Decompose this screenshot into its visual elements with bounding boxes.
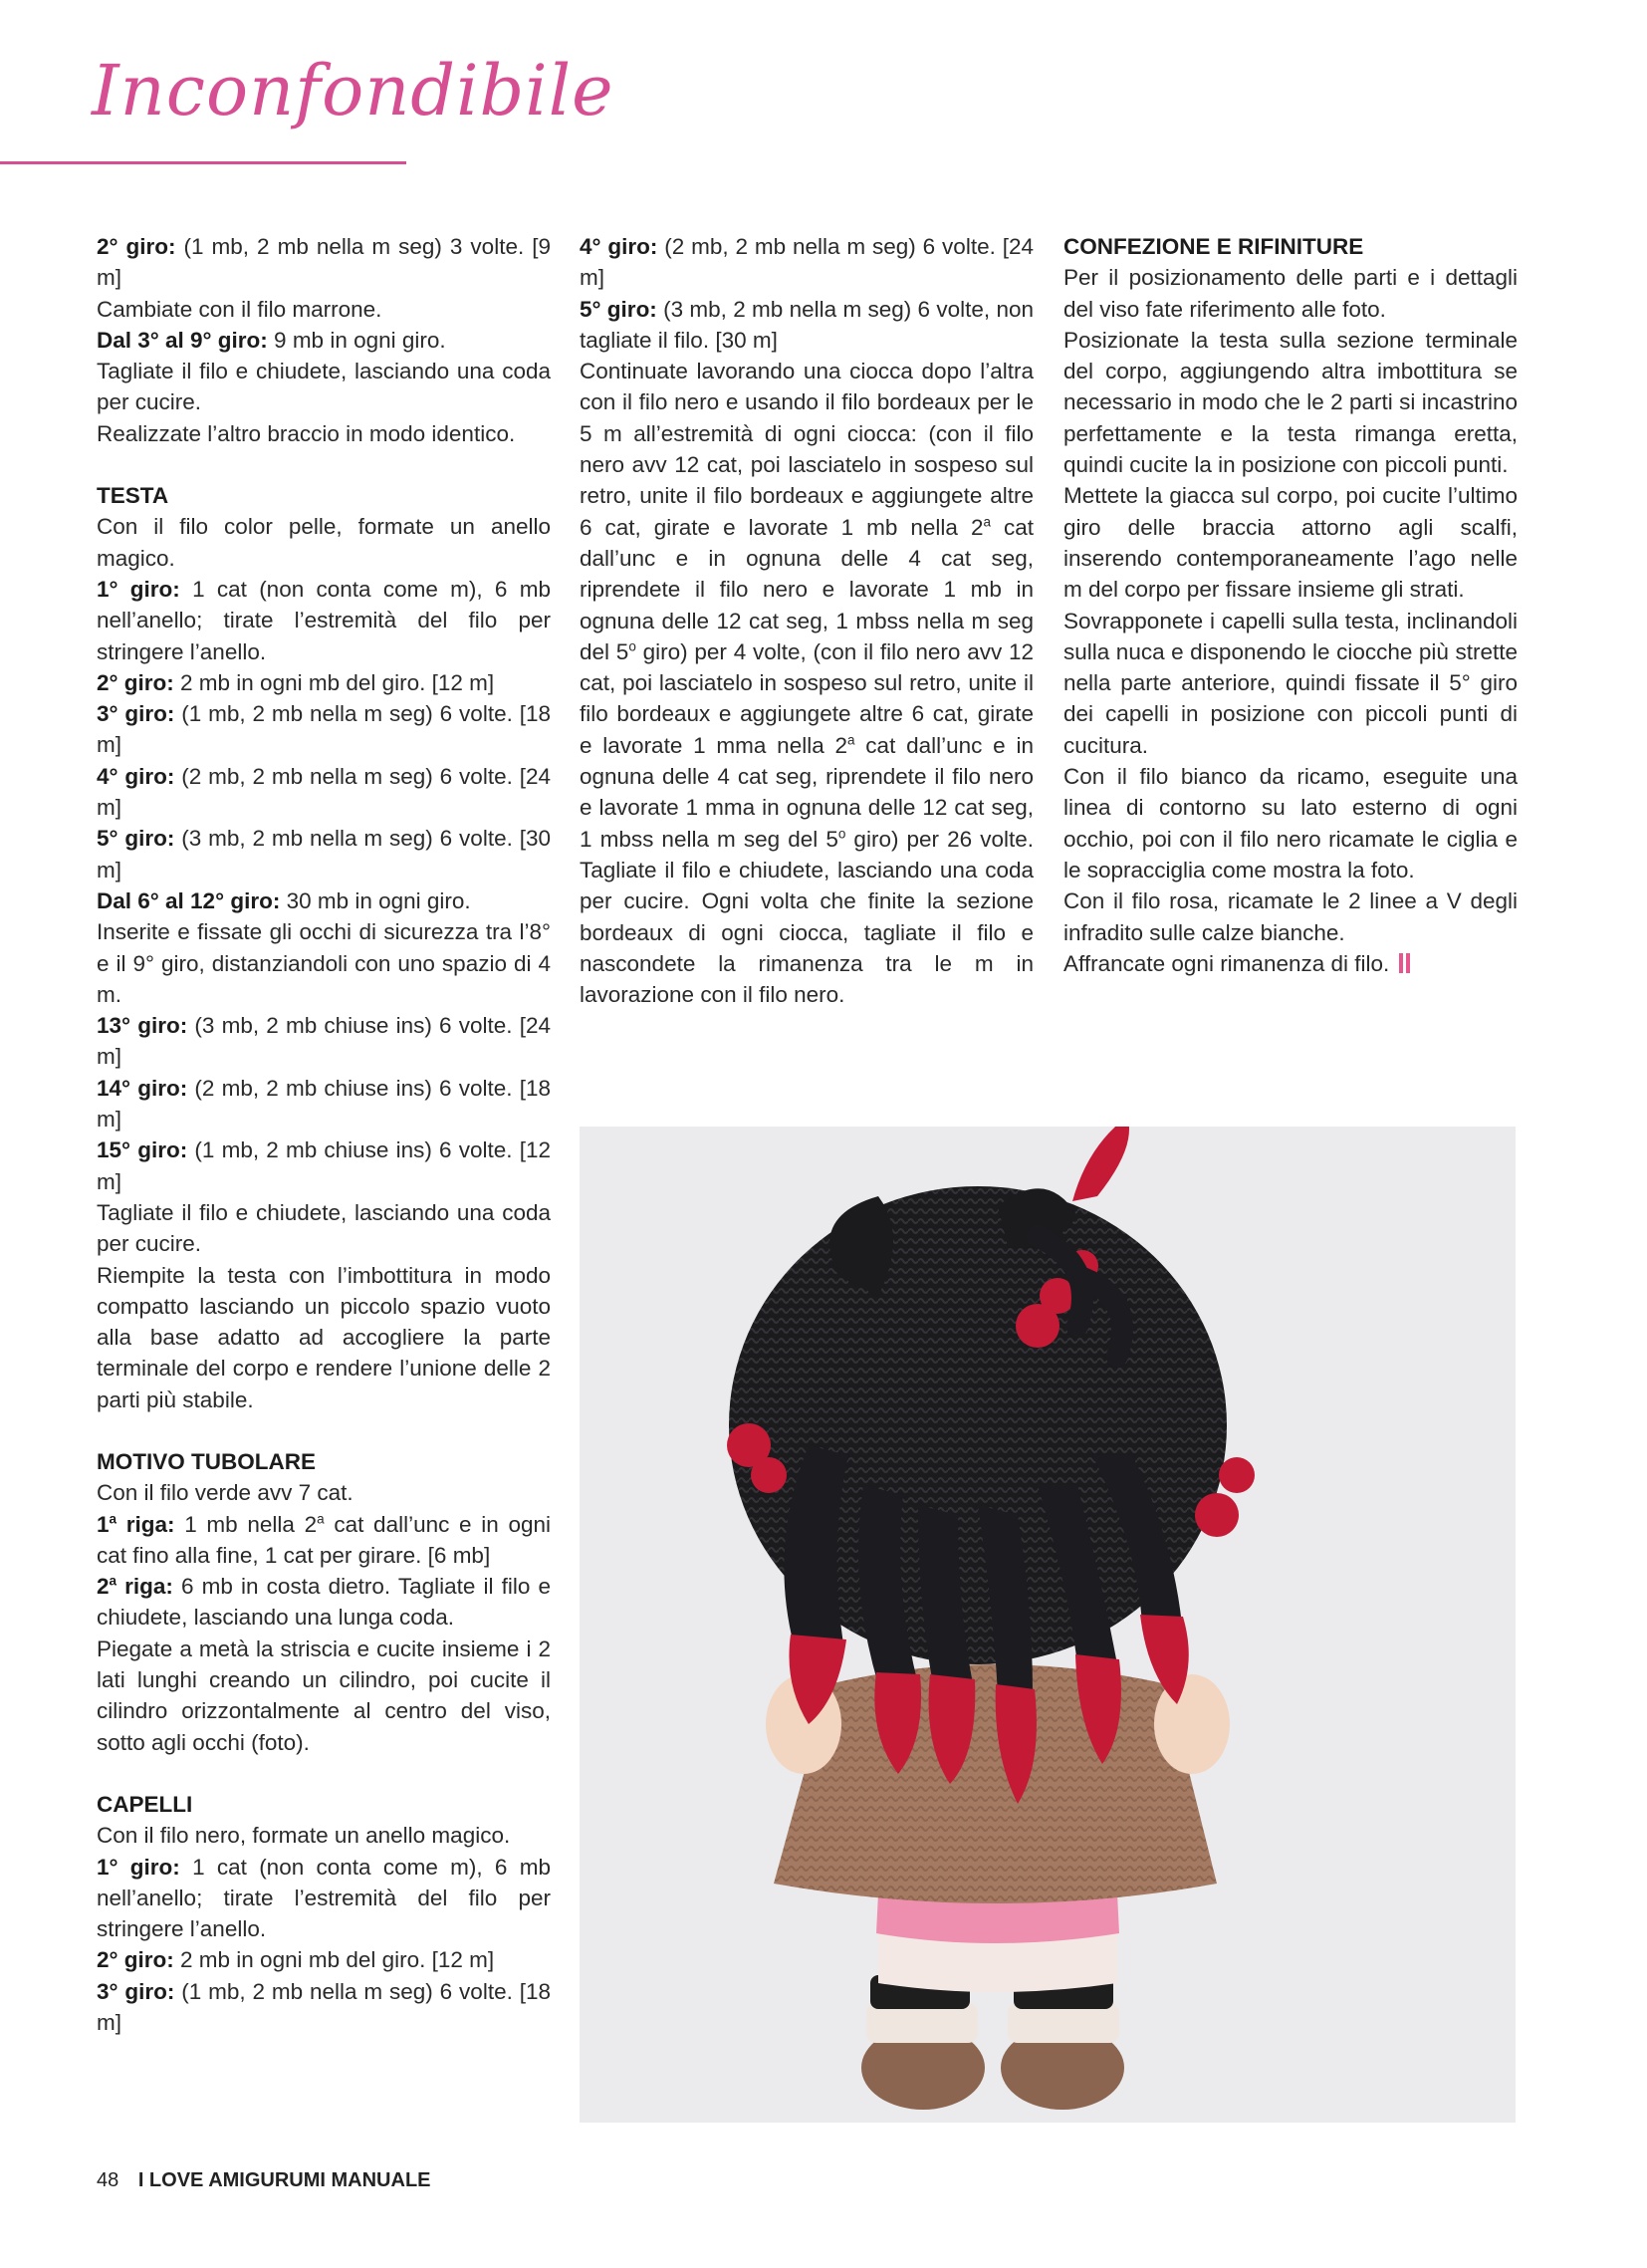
- section-title-capelli: CAPELLI: [97, 1791, 193, 1817]
- paragraph: Sovrapponete i capelli sulla testa, inclinandoli sulla nuca e disponendo le ciocche più strette nella parte anteriore, quindi fissate il 5° giro dei capelli in posizione con piccoli punti di cucitura.: [1063, 608, 1518, 758]
- footer: [97, 2169, 431, 2192]
- brand-rule: [0, 161, 406, 164]
- paragraph: Tagliate il filo e chiudete, lasciando una coda per cucire.: [97, 359, 551, 415]
- section-title-confezione: CONFEZIONE E RIFINITURE: [1063, 234, 1364, 259]
- end-mark-icon: [1399, 953, 1403, 973]
- paragraph: Riempite la testa con l’imbottitura in modo compatto lasciando un piccolo spazio vuoto alla base adatto ad accogliere la parte terminale del corpo e rendere l’unione delle 2 parti più stabile.: [97, 1262, 551, 1412]
- paragraph: Per il posizionamento delle parti e i dettagli del viso fate riferimento alle foto.: [1063, 265, 1518, 322]
- paragraph: Inserite e fissate gli occhi di sicurezza tra l’8° e il 9° giro, distanziandoli con uno spazio di 4 m.: [97, 919, 551, 1007]
- paragraph: Posizionate la testa sulla sezione terminale del corpo, aggiungendo altra imbottitura se necessario in modo che le 2 parti si incastrino perfettamente e la testa rimanga eretta, quindi cucite la in posizione con piccoli punti.: [1063, 327, 1518, 478]
- paragraph: Dal 6° al 12° giro: 30 mb in ogni giro.: [97, 887, 471, 913]
- paragraph: 5° giro: (3 mb, 2 mb nella m seg) 6 volte. [30 m]: [97, 826, 551, 882]
- paragraph: 1$^a$ riga: 1 mb nella 2$^a$ cat dall’unc e in ogni cat fino alla fine, 1 cat per girare. [6 mb]: [97, 1511, 552, 1568]
- column-3: [1063, 231, 1518, 979]
- amigurumi-photo: [580, 1127, 1516, 2123]
- paragraph: 5° giro: (3 mb, 2 mb nella m seg) 6 volte, non tagliate il filo. [30 m]: [580, 296, 1034, 353]
- paragraph: 1° giro: 1 cat (non conta come m), 6 mb nell’anello; tirate l’estremità del filo per stringere l’anello.: [97, 576, 551, 664]
- column-1: [97, 231, 551, 2038]
- paragraph: 4° giro: (2 mb, 2 mb nella m seg) 6 volte. [24 m]: [580, 234, 1034, 291]
- paragraph: Realizzate l’altro braccio in modo identico.: [97, 420, 516, 446]
- paragraph: Dal 3° al 9° giro: 9 mb in ogni giro.: [97, 327, 446, 353]
- paragraph: Tagliate il filo e chiudete, lasciando una coda per cucire.: [97, 1199, 551, 1257]
- paragraph: Con il filo bianco da ricamo, eseguite una linea di contorno su lato esterno di ogni occhio, poi con il filo nero ricamate le ciglia e le sopracciglia come mostra la foto.: [1063, 764, 1518, 882]
- paragraph: 4° giro: (2 mb, 2 mb nella m seg) 6 volte. [24 m]: [97, 763, 551, 821]
- paragraph: 1° giro: 1 cat (non conta come m), 6 mb nell’anello; tirate l’estremità del filo per stringere l’anello.: [97, 1854, 551, 1942]
- paragraph: Con il filo verde avv 7 cat.: [97, 1480, 353, 1506]
- paragraph: 2° giro: 2 mb in ogni mb del giro. [12 m]: [97, 1947, 495, 1973]
- paragraph: 3° giro: (1 mb, 2 mb nella m seg) 6 volte. [18 m]: [97, 701, 551, 758]
- paragraph: Continuate lavorando una ciocca dopo l’altra con il filo nero e usando il filo bordeaux per le 5 m all’estremità di ogni ciocca: (con il filo nero avv 12 cat, poi lasciatelo in sospeso sul retro, unite il filo bordeaux e aggiungete altre 6 cat, girate e lavorate 1 mb nella 2$^a$ cat dall’unc e in ognuna delle 4 cat seg, riprendete il filo nero e lavorate 1 mb in ognuna delle 12 cat seg, 1 mbss nella m seg del 5$^o$ giro) per 4 volte, (con il filo nero avv 12 cat, poi lasciatelo in sospeso sul retro, unite il filo bordeaux e aggiungete altre 6 cat, girate e lavorate 1 mma nella 2$^a$ cat dall’unc e in ognuna delle 4 cat seg, riprendete il filo nero e lavorate 1 mma in ognuna delle 12 cat seg, 1 mbss nella m seg del 5$^o$ giro) per 26 volte. Tagliate il filo e chiudete, lasciando una coda per cucire. Ogni volta che finite la sezione bordeaux di ogni ciocca, tagliate il filo e nascondete la rimanenza tra le m in lavorazione con il filo nero.: [580, 359, 1035, 1008]
- paragraph: Con il filo nero, formate un anello magico.: [97, 1823, 511, 1849]
- paragraph: 2° giro: 2 mb in ogni mb del giro. [12 m]: [97, 669, 495, 695]
- brand-title: Inconfondibile: [92, 50, 614, 131]
- paragraph: Affrancate ogni rimanenza di filo.: [1063, 948, 1518, 979]
- section-title-motivo: MOTIVO TUBOLARE: [97, 1448, 316, 1474]
- magazine-name: I LOVE AMIGURUMI MANUALE: [137, 2169, 431, 2191]
- header: [0, 50, 614, 169]
- paragraph: 2° giro: (1 mb, 2 mb nella m seg) 3 volte. [9 m]: [97, 234, 551, 291]
- paragraph: 2$^a$ riga: 6 mb in costa dietro. Tagliate il filo e chiudete, lasciando una lunga coda.: [97, 1573, 552, 1631]
- paragraph: Con il filo color pelle, formate un anello magico.: [97, 514, 551, 571]
- doll-illustration: [580, 1127, 1516, 2123]
- paragraph: Cambiate con il filo marrone.: [97, 296, 382, 322]
- paragraph: 14° giro: (2 mb, 2 mb chiuse ins) 6 volte. [18 m]: [97, 1075, 551, 1133]
- column-2: [580, 231, 1034, 1010]
- paragraph: 3° giro: (1 mb, 2 mb nella m seg) 6 volte. [18 m]: [97, 1978, 551, 2036]
- page-number: 48: [97, 2169, 119, 2191]
- paragraph: Con il filo rosa, ricamate le 2 linee a V degli infradito sulle calze bianche.: [1063, 888, 1518, 945]
- paragraph: 15° giro: (1 mb, 2 mb chiuse ins) 6 volte. [12 m]: [97, 1137, 551, 1194]
- paragraph: 13° giro: (3 mb, 2 mb chiuse ins) 6 volte. [24 m]: [97, 1013, 551, 1070]
- paragraph: Mettete la giacca sul corpo, poi cucite l’ultimo giro delle braccia attorno agli scalfi, inserendo contemporaneamente l’ago nelle m del corpo per fissare insieme gli strati.: [1063, 483, 1518, 603]
- paragraph: Piegate a metà la striscia e cucite insieme i 2 lati lunghi creando un cilindro, poi cucite il cilindro orizzontalmente al centro del viso, sotto agli occhi (foto).: [97, 1636, 551, 1755]
- section-title-testa: TESTA: [97, 483, 169, 509]
